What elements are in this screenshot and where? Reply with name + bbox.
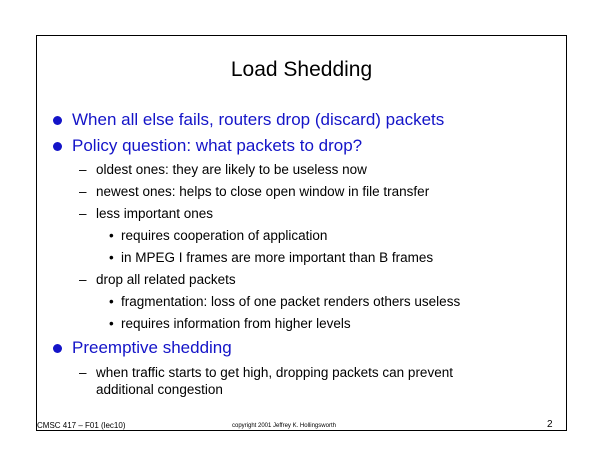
bullet-2: [72, 136, 362, 156]
footer-course: CMSC 417 – F01 (lec10): [37, 421, 126, 430]
sub-item-text: oldest ones: they are likely to be useless now: [96, 162, 367, 177]
sub-item: [79, 183, 430, 200]
dash-icon: –: [79, 162, 87, 177]
sub-sub-item-text: requires information from higher levels: [121, 316, 351, 331]
bullet-dot-icon: [53, 142, 62, 151]
bullet-dot-icon: [53, 116, 62, 125]
bullet-1: [72, 110, 444, 130]
sub-sub-item-text: fragmentation: loss of one packet renders others useless: [121, 294, 461, 309]
dash-icon: –: [79, 184, 87, 199]
dash-icon: –: [79, 206, 87, 221]
small-bullet-icon: •: [109, 250, 114, 265]
slide-title: Load Shedding: [230, 58, 373, 81]
sub-item-continuation-text: additional congestion: [96, 382, 223, 397]
page-number: 2: [547, 419, 553, 430]
bullet-3: [72, 338, 232, 358]
sub-sub-item: [109, 227, 328, 244]
sub-item: [79, 364, 453, 381]
sub-sub-item: [109, 249, 434, 266]
sub-sub-item-text: requires cooperation of application: [121, 228, 328, 243]
bullet-dot-icon: [53, 344, 62, 353]
bullet-2-text: Policy question: what packets to drop?: [72, 136, 363, 155]
dash-icon: –: [79, 365, 87, 380]
sub-sub-item: [109, 315, 351, 332]
sub-item-continuation: [96, 381, 223, 398]
dash-icon: –: [79, 272, 87, 287]
sub-item: [79, 271, 236, 288]
sub-sub-item-text: in MPEG I frames are more important than B frames: [121, 250, 434, 265]
sub-item-text: less important ones: [96, 206, 214, 221]
small-bullet-icon: •: [109, 228, 114, 243]
sub-item: [79, 161, 367, 178]
small-bullet-icon: •: [109, 294, 114, 309]
sub-item-text: drop all related packets: [96, 272, 236, 287]
sub-item: [79, 205, 214, 222]
bullet-3-text: Preemptive shedding: [72, 338, 232, 357]
small-bullet-icon: •: [109, 316, 114, 331]
footer-copyright: copyright 2001 Jeffrey K. Hollingsworth: [232, 423, 336, 429]
sub-item-text: when traffic starts to get high, dropping packets can prevent: [96, 365, 453, 380]
bullet-1-text: When all else fails, routers drop (discard) packets: [72, 110, 445, 129]
sub-sub-item: [109, 293, 461, 310]
sub-item-text: newest ones: helps to close open window in file transfer: [96, 184, 430, 199]
